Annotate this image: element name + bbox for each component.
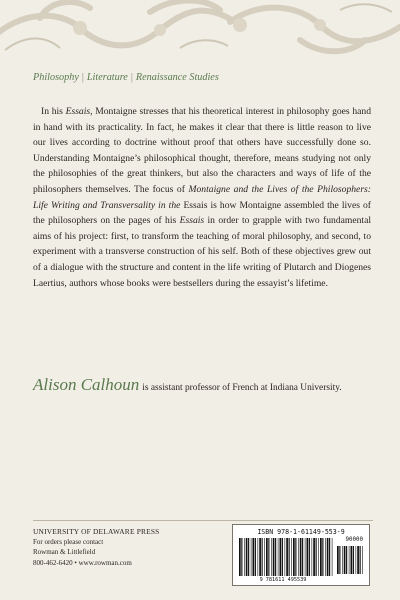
category-renaissance-studies: Renaissance Studies: [135, 72, 219, 83]
barcode-bar: [278, 538, 279, 576]
order-line: For orders please contact: [33, 538, 104, 547]
description-text: Essais is how Montaigne assembled the lives of the philosophers on the pages of his: [33, 199, 372, 227]
barcode-bar: [362, 546, 363, 574]
barcode-bar: [353, 546, 354, 574]
description-text: , Montaigne stresses that his theoretical interest in philosophy goes hand in hand with its practicality. In fact, he makes it clear that there is little reason to live our lives according to doctrine without proof that others have successfully done so. Understanding Montaigne’s philosophical thought, therefore, means studying not only the philosophies of the great thinkers, but also the characters and ways of life of the philosophers themselves. The focus of: [33, 106, 372, 195]
barcode-bar: [346, 546, 347, 574]
price-addon-bars: [337, 546, 363, 574]
barcode-bars: [239, 538, 335, 576]
author-bio-text: is assistant professor of French at Indiana University.: [142, 383, 342, 393]
barcode-bar: [337, 546, 339, 574]
barcode-bar: [307, 538, 309, 576]
publisher-info: [33, 527, 213, 568]
barcode-bar: [258, 538, 259, 576]
barcode-bar: [293, 538, 295, 576]
barcode-bar: [300, 538, 302, 576]
barcode-bar: [268, 538, 269, 576]
author-bio: [33, 375, 373, 395]
barcode-bar: [291, 538, 292, 576]
barcode-bar: [262, 538, 263, 576]
barcode-bar: [282, 538, 283, 576]
barcode-bar: [244, 538, 245, 576]
italic-title-text: Essais: [65, 106, 91, 117]
barcode-bar: [271, 538, 272, 576]
category-literature: Literature: [86, 72, 128, 83]
barcode-bar: [289, 538, 290, 576]
barcode-bar: [286, 538, 288, 576]
barcode-bar: [313, 538, 315, 576]
author-name: Alison Calhoun: [33, 375, 140, 394]
barcode-bar: [241, 538, 242, 576]
book-description: [33, 104, 371, 291]
barcode-bar: [285, 538, 286, 576]
barcode-bar: [264, 538, 265, 576]
barcode-bar: [327, 538, 329, 576]
barcode-bar: [280, 538, 282, 576]
isbn-text: ISBN 978-1-61149-553-9: [257, 528, 345, 536]
barcode-bar: [329, 538, 330, 576]
italic-title-text: Montaigne and the Lives of the Philosophers: Life Writing and Transversality in the: [33, 183, 371, 211]
barcode-bar: [248, 538, 249, 576]
barcode-bar: [351, 546, 353, 574]
barcode-bar: [339, 546, 340, 574]
barcode-bar: [322, 538, 323, 576]
divider: [33, 520, 373, 521]
italic-title-text: Essais: [179, 215, 205, 227]
barcode-bar: [342, 546, 343, 574]
barcode-bar: [312, 538, 313, 576]
price-code: 90000: [345, 537, 363, 543]
barcode-bar: [325, 538, 326, 576]
barcode-bar: [246, 538, 248, 576]
publisher-name: UNIVERSITY OF DELAWARE PRESS: [33, 527, 160, 536]
barcode-bar: [295, 538, 296, 576]
barcode-bar: [360, 546, 361, 574]
category-separator: |: [130, 72, 133, 83]
distributor-name: Rowman & Littlefield: [33, 548, 96, 557]
barcode-bar: [251, 538, 252, 576]
description-text: In his: [41, 106, 66, 117]
subject-categories: [33, 72, 373, 83]
isbn-barcode: [232, 524, 370, 586]
barcode-bar: [344, 546, 346, 574]
barcode-bar: [357, 546, 359, 574]
barcode-bar: [259, 538, 261, 576]
barcode-bar: [332, 538, 333, 576]
barcode-bar: [273, 538, 275, 576]
description-text: in order to grapple with two fundamental aims of his project: first, to transform the teaching of moral philosophy, and second, to experiment with a transverse construction of his self. Both of these objectives grew out of a dialogue with the structure and content in the life writing of Plutarch and Diogenes Laertius, authors whose books were bestsellers during the essayist’s lifetime.: [33, 215, 372, 289]
barcode-bar: [255, 538, 256, 576]
barcode-bar: [316, 538, 317, 576]
barcode-bar: [275, 538, 276, 576]
barcode-bar: [320, 538, 322, 576]
barcode-bar: [309, 538, 310, 576]
barcode-bar: [298, 538, 299, 576]
barcode-bar: [356, 546, 357, 574]
barcode-bar: [302, 538, 303, 576]
barcode-bar: [253, 538, 255, 576]
barcode-bar: [349, 546, 350, 574]
category-philosophy: Philosophy: [33, 72, 79, 83]
category-separator: |: [81, 72, 84, 83]
decorative-scroll-ornament: [0, 0, 400, 62]
barcode-bar: [305, 538, 306, 576]
distributor-contact: 800-462-6420 • www.rowman.com: [33, 558, 132, 567]
barcode-digits: 9 781611 495539: [259, 577, 307, 583]
barcode-bar: [266, 538, 268, 576]
barcode-bar: [239, 538, 241, 576]
barcode-bar: [318, 538, 319, 576]
